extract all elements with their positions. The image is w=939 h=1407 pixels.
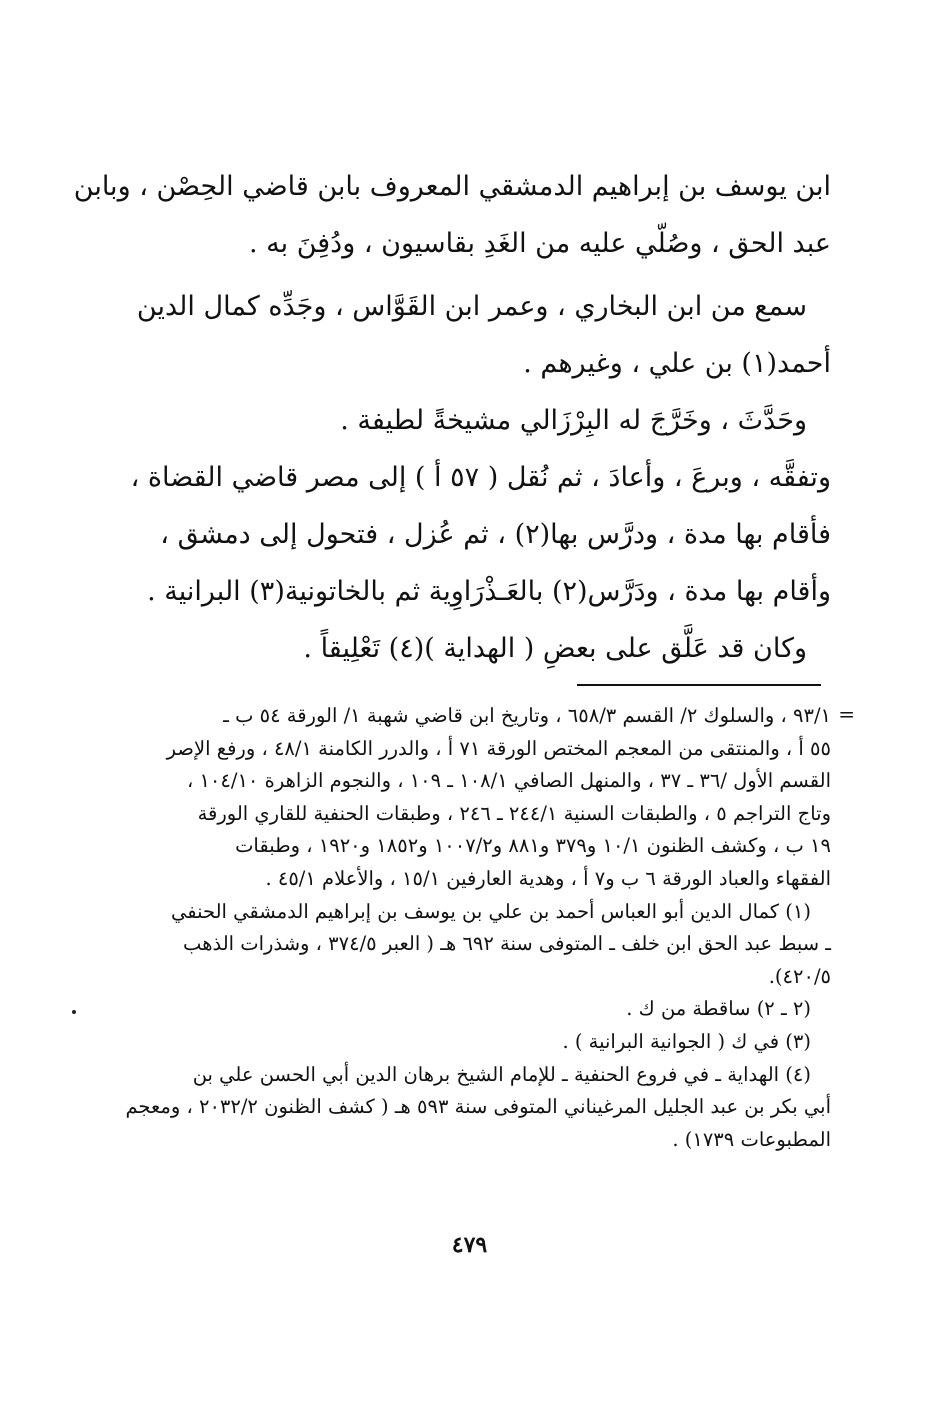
main-text-line: أحمد(١) بن علي ، وغيرهم . [523,348,831,379]
footnote-2: (٢ ـ ٢) ساقطة من ك . [626,997,811,1021]
footnote-line: ـ سبط عبد الحق ابن خلف ـ المتوفى سنة ٦٩٢ هـ ( العبر ٣٧٤/٥ ، وشذرات الذهب [183,932,831,956]
footnote-4: (٤) الهداية ـ في فروع الحنفية ـ للإمام الشيخ برهان الدين أبي الحسن علي بن [192,1062,811,1086]
footnote-separator [577,684,821,686]
footnote-line: القسم الأول /٣٦ ـ ٣٧ ، والمنهل الصافي ١٠٨/١ ـ ١٠٩ ، والنجوم الزاهرة ١٠٤/١٠ ، [186,769,831,793]
footnote-line: أبي بكر بن عبد الجليل المرغيناني المتوفى سنة ٥٩٣ هـ ( كشف الظنون ٢٠٣٢/٢ ، ومعجم [125,1095,831,1119]
main-text-block [73,158,831,677]
main-text-line: سمع من ابن البخاري ، وعمر ابن القَوَّاس ، وجَدِّه كمال الدين [136,291,807,322]
footnote-3: (٣) في ك ( الجوانية البرانية ) . [562,1029,811,1053]
footnote-line: ٥٥ أ ، والمنتقى من المعجم المختص الورقة ٧١ أ ، والدرر الكامنة ٤٨/١ ، ورفع الإصر [166,736,831,760]
page-number: ٤٧٩ [451,1232,488,1258]
footnote-line: المطبوعات ١٧٣٩) . [672,1127,831,1151]
footnote-line: الفقهاء والعباد الورقة ٦ ب و٧ أ ، وهدية العارفين ١٥/١ ، والأعلام ٤٥/١ . [265,866,831,890]
scan-speck [72,1010,76,1014]
footnote-line: ٤٢٠/٥). [768,964,831,988]
footnote-line: ١٩ ب ، وكشف الظنون ١٠/١ و٣٧٩ و٨٨١ و١٠٠٧/٢ و١٨٥٢ و١٩٢٠ ، وطبقات [235,834,831,858]
footnote-1: (١) كمال الدين أبو العباس أحمد بن علي بن يوسف بن إبراهيم الدمشقي الحنفي [171,899,811,923]
main-text-line: ابن يوسف بن إبراهيم الدمشقي المعروف بابن قاضي الحِصْن ، وبابن [73,171,831,202]
main-text-line: عبد الحق ، وصُلّي عليه من الغَدِ بقاسيون ، ودُفِنَ به . [248,228,831,259]
main-text-line: وحَدَّثَ ، وخَرَّجَ له البِرْزَالي مشيخةً لطيفة . [340,405,807,436]
main-text-line: وتفقَّه ، وبرعَ ، وأعادَ ، ثم نُقل ( ٥٧ أ ) إلى مصر قاضي القضاة ، [130,462,831,493]
footnotes-block [125,700,831,1156]
footnote-line: ٩٣/١ ، والسلوك ٢/ القسم ٦٥٨/٣ ، وتاريخ ابن قاضي شهبة ١/ الورقة ٥٤ ب ـ [223,704,831,727]
main-text-line: وأقام بها مدة ، ودَرَّس(٢) بالعَـذْرَاوِية ثم بالخاتونية(٣) البرانية . [147,576,831,607]
main-text-line: وكان قد عَلَّق على بعضِ ( الهداية )(٤) تَعْلِيقاً . [303,633,807,664]
footnote-continuation-marker: = [838,702,855,726]
main-text-line: فأقام بها مدة ، ودرَّس بها(٢) ، ثم عُزل ، فتحول إلى دمشق ، [160,519,831,550]
footnote-line: وتاج التراجم ٥ ، والطبقات السنية ٢٤٤/١ ـ ٢٤٦ ، وطبقات الحنفية للقاري الورقة [197,801,831,825]
